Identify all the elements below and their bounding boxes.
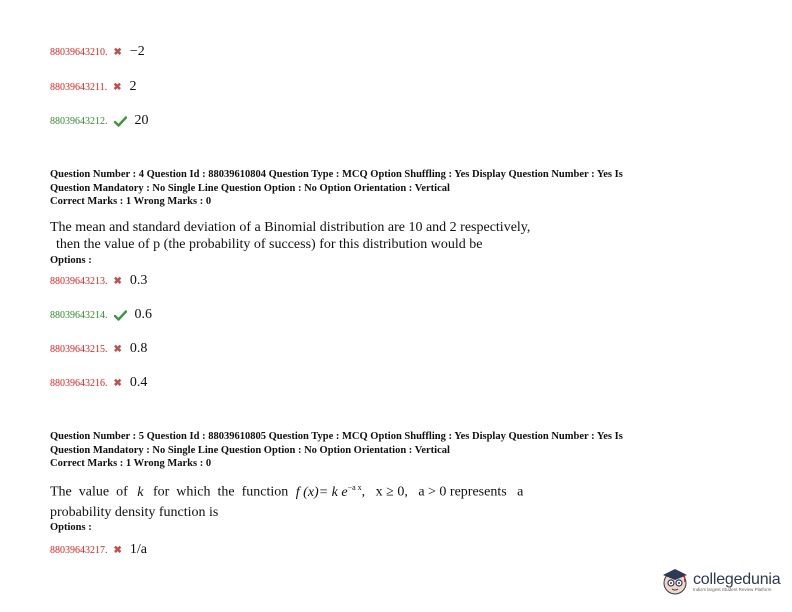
question-text-line: The mean and standard deviation of a Binomial distribution are 10 and 2 respectively, <box>50 220 531 235</box>
question-meta-line: Question Number : 4 Question Id : 88039610804 Question Type : MCQ Option Shuffling : Yes Display Question Number : Yes Is <box>50 169 623 180</box>
option-value: 0.4 <box>129 375 148 390</box>
option-id: 88039643213. <box>50 275 108 287</box>
option-id: 88039643217. <box>50 544 108 556</box>
option-value: 20 <box>134 113 149 128</box>
question-marks: Correct Marks : 1 Wrong Marks : 0 <box>50 458 212 469</box>
option-row <box>50 113 149 129</box>
wrong-icon: ✖ <box>113 81 122 93</box>
option-row <box>50 79 137 95</box>
question-meta-line: Question Number : 5 Question Id : 88039610805 Question Type : MCQ Option Shuffling : Yes Display Question Number : Yes Is <box>50 431 623 442</box>
question-text-line <box>50 479 523 501</box>
option-row <box>50 307 152 323</box>
collegedunia-logo <box>660 566 780 596</box>
question-text-part: , x ≥ 0, a > 0 represents a <box>361 484 524 500</box>
question-text-part: The value of <box>50 484 128 500</box>
wrong-icon: ✖ <box>113 275 122 287</box>
question-marks: Correct Marks : 1 Wrong Marks : 0 <box>50 196 212 207</box>
question-text-line: then the value of p (the probability of success) for this distribution would be <box>56 237 483 252</box>
math-function: f (x)= k e <box>295 484 348 500</box>
logo-tagline: India's largest Student Review Platform <box>693 586 772 592</box>
option-id: 88039643210. <box>50 46 108 58</box>
question-meta-line: Question Mandatory : No Single Line Question Option : No Option Orientation : Vertical <box>50 182 450 194</box>
option-id: 88039643215. <box>50 343 108 355</box>
check-icon <box>114 116 127 127</box>
wrong-icon: ✖ <box>113 544 122 556</box>
mascot-icon <box>660 566 690 596</box>
question-header <box>50 430 623 471</box>
check-icon <box>114 310 127 321</box>
option-value: −2 <box>129 44 145 59</box>
option-id: 88039643212. <box>50 115 108 127</box>
wrong-icon: ✖ <box>113 46 122 58</box>
math-exponent: −a x <box>347 483 362 492</box>
question-text <box>50 479 523 521</box>
option-value: 0.3 <box>129 273 148 288</box>
option-row <box>50 542 147 558</box>
options-label: Options : <box>50 255 92 266</box>
option-row <box>50 44 145 60</box>
option-id: 88039643216. <box>50 377 108 389</box>
question-text-part: for which the function <box>152 484 289 500</box>
option-id: 88039643214. <box>50 309 108 321</box>
option-value: 0.6 <box>134 307 152 322</box>
option-value: 0.8 <box>129 341 148 356</box>
option-id: 88039643211. <box>50 81 108 93</box>
option-value: 2 <box>129 79 137 94</box>
question-text <box>50 219 530 253</box>
math-variable: k <box>137 484 144 500</box>
logo-name: collegedunia <box>693 570 781 588</box>
option-row <box>50 341 147 357</box>
wrong-icon: ✖ <box>113 377 122 389</box>
option-value: 1/a <box>129 542 147 557</box>
wrong-icon: ✖ <box>113 343 122 355</box>
option-row <box>50 273 147 289</box>
question-meta-line: Question Mandatory : No Single Line Question Option : No Option Orientation : Vertical <box>50 444 450 456</box>
question-header <box>50 168 623 209</box>
options-label: Options : <box>50 522 92 533</box>
option-row <box>50 375 147 391</box>
question-text-line: probability density function is <box>50 504 219 520</box>
